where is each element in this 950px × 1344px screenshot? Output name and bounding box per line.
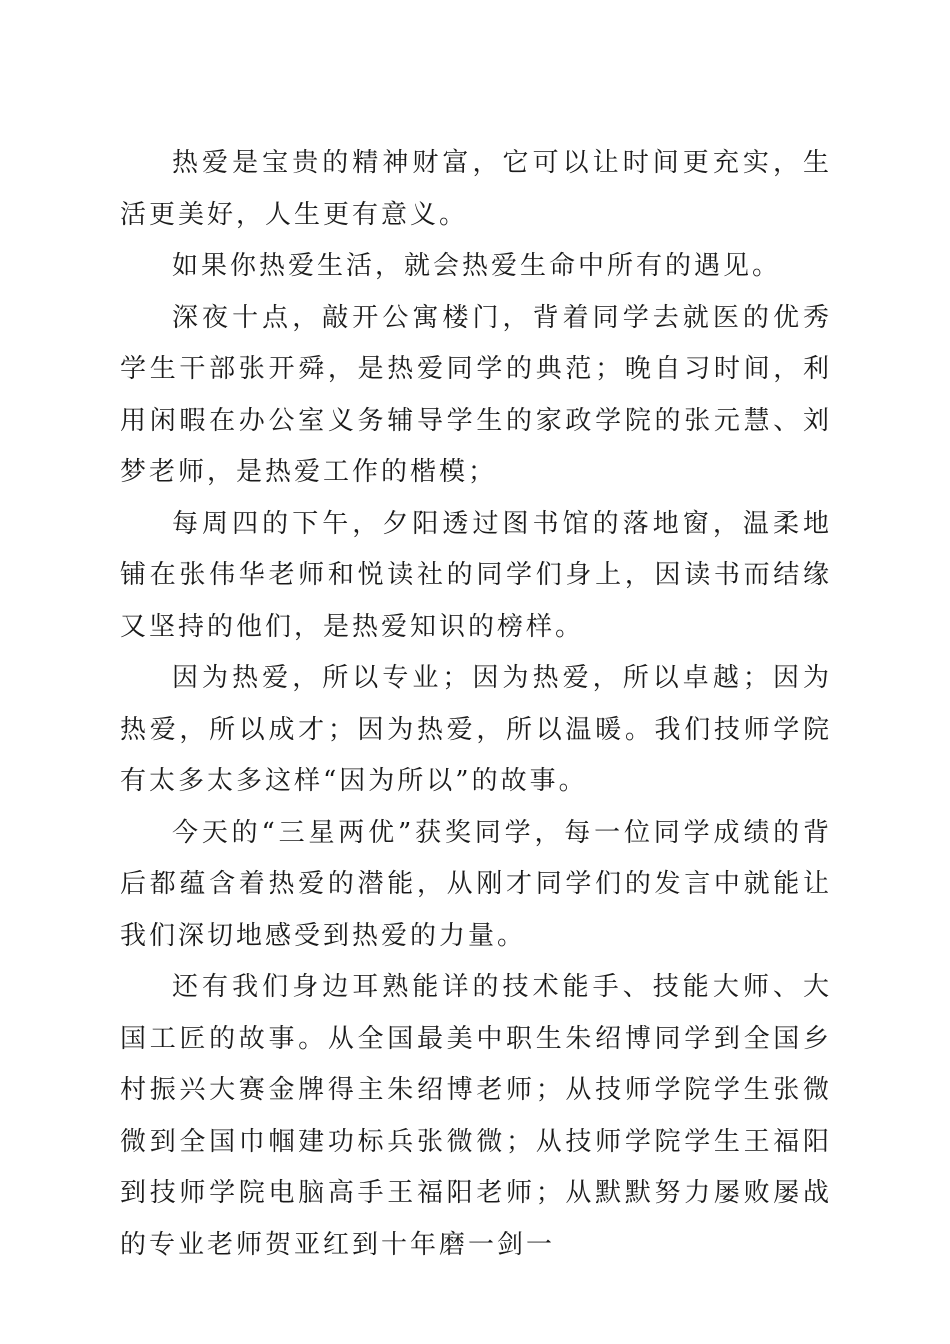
- paragraph: 深夜十点，敲开公寓楼门，背着同学去就医的优秀学生干部张开舜，是热爱同学的典范；晚自习时间，利用闲暇在办公室义务辅导学生的家政学院的张元慧、刘梦老师，是热爱工作的楷模；: [120, 302, 832, 487]
- paragraph: 因为热爱，所以专业；因为热爱，所以卓越；因为热爱，所以成才；因为热爱，所以温暖。我们技师学院有太多太多这样“因为所以”的故事。: [120, 663, 832, 796]
- paragraph: 还有我们身边耳熟能详的技术能手、技能大师、大国工匠的故事。从全国最美中职生朱绍博同学到全国乡村振兴大赛金牌得主朱绍博老师；从技师学院学生张微微到全国巾帼建功标兵张微微；从技师学院学生王福阳到技师学院电脑高手王福阳老师；从默默努力屡败屡战的专业老师贺亚红到十年磨一剑一: [120, 972, 832, 1260]
- paragraph: 每周四的下午，夕阳透过图书馆的落地窗，温柔地铺在张伟华老师和悦读社的同学们身上，因读书而结缘又坚持的他们，是热爱知识的榜样。: [120, 508, 832, 642]
- document-body: [120, 138, 832, 1271]
- paragraph: 热爱是宝贵的精神财富，它可以让时间更充实，生活更美好，人生更有意义。: [120, 148, 832, 230]
- paragraph: 如果你热爱生活，就会热爱生命中所有的遇见。: [172, 251, 782, 281]
- paragraph: 今天的“三星两优”获奖同学，每一位同学成绩的背后都蕴含着热爱的潜能，从刚才同学们的发言中就能让我们深切地感受到热爱的力量。: [120, 817, 832, 951]
